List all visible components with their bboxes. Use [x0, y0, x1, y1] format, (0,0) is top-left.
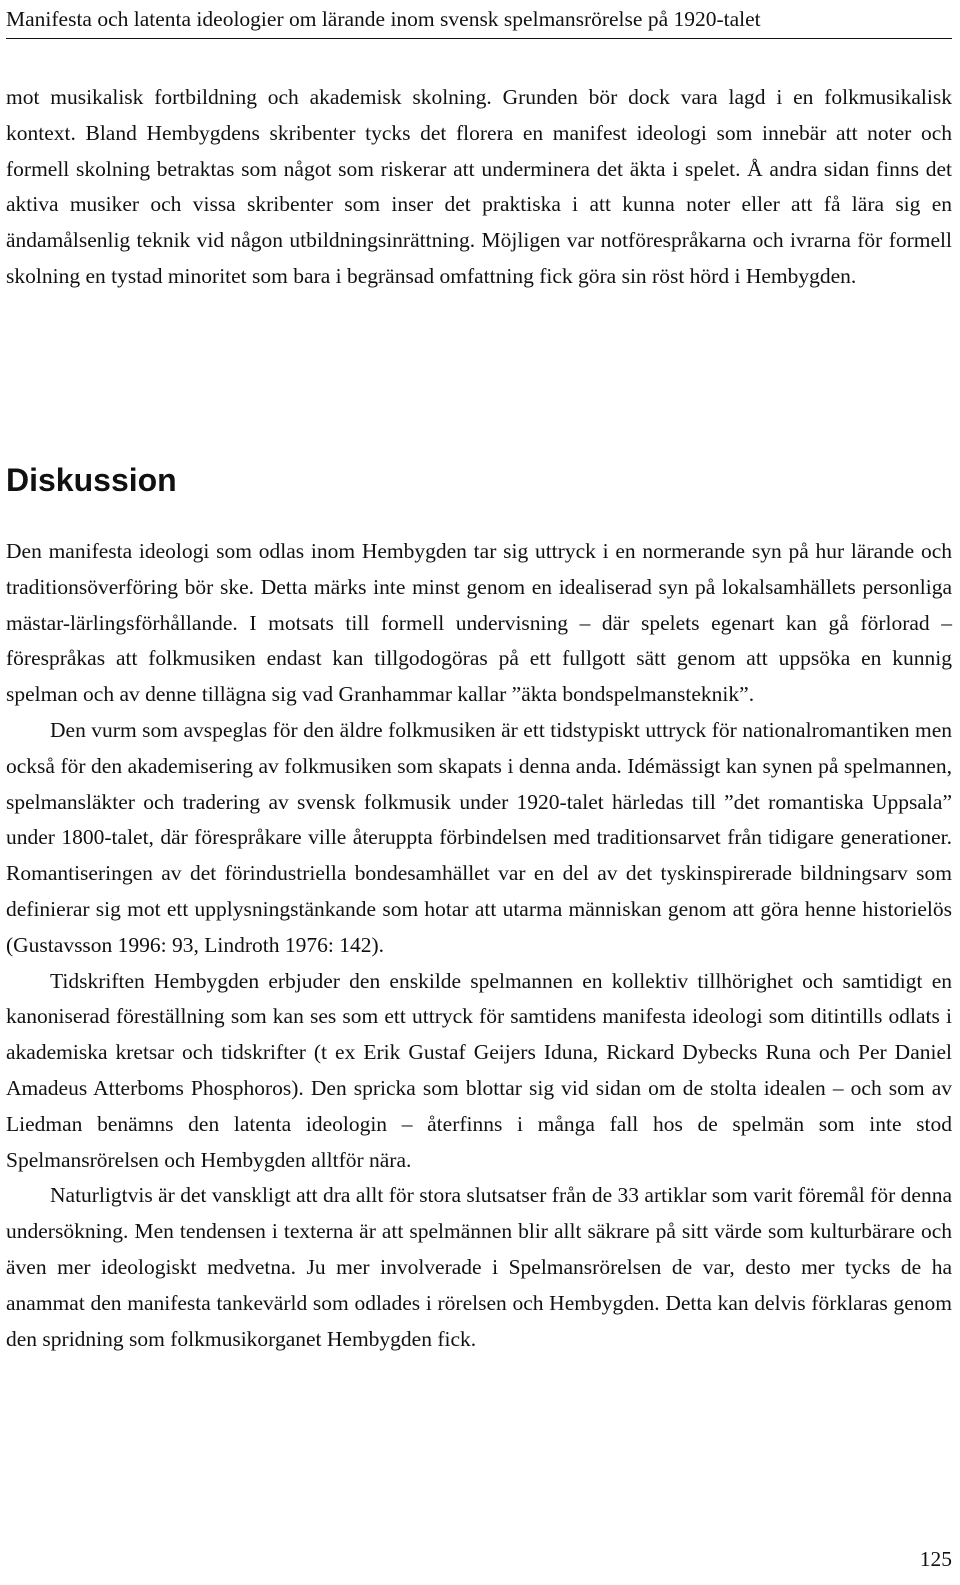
body-text-intro	[6, 80, 952, 295]
paragraph: Naturligtvis är det vanskligt att dra allt för stora slutsatser från de 33 artiklar som varit föremål för denna undersökning. Men tendensen i texterna är att spelmännen blir allt säkrare på sitt värde som kulturbärare och även mer ideologiskt medvetna. Ju mer involverade i Spelmansrörelsen de var, desto mer tycks de ha anammat den manifesta tankevärld som odlades i rörelsen och Hembygden. Detta kan delvis förklaras genom den spridning som folkmusikorganet Hembygden fick.	[6, 1183, 952, 1351]
page-number: 125	[919, 1547, 952, 1571]
body-text-discussion	[6, 534, 952, 1357]
paragraph: Den manifesta ideologi som odlas inom Hembygden tar sig uttryck i en normerande syn på hur lärande och traditionsöverföring bör ske. Detta märks inte minst genom en idealiserad syn på lokalsamhällets personliga mästar-lärlingsförhållande. I motsats till formell undervisning – där spelets egenart kan gå förlorad – förespråkas att folkmusiken endast kan tillgodogöras på ett fullgott sätt genom att uppsöka en kunnig spelman och av denne tillägna sig vad Granhammar kallar ”äkta bondspelmansteknik”.	[6, 539, 952, 707]
section-heading: Diskussion	[6, 462, 177, 498]
document-page	[6, 0, 952, 1585]
paragraph: Tidskriften Hembygden erbjuder den enskilde spelmannen en kollektiv tillhörighet och samtidigt en kanoniserad föreställning som kan ses som ett uttryck för samtidens manifesta ideologi som ditintills odlats i akademiska kretsar och tidskrifter (t ex Erik Gustaf Geijers Iduna, Rickard Dybecks Runa och Per Daniel Amadeus Atterboms Phosphoros). Den spricka som blottar sig vid sidan om de stolta idealen – och som av Liedman benämns den latenta ideologin – återfinns i många fall hos de spelmän som inte stod Spelmansrörelsen och Hembygden alltför nära.	[6, 968, 952, 1172]
paragraph: Den vurm som avspeglas för den äldre folkmusiken är ett tidstypiskt uttryck för nationalromantiken men också för den akademisering av folkmusiken som skapats i denna anda. Idémässigt kan synen på spelmannen, spelmansläkter och tradering av svensk folkmusik under 1920-talet härledas till ”det romantiska Uppsala” under 1800-talet, där förespråkare ville återuppta förbindelsen med traditionsarvet från tidigare generationer. Romantiseringen av det förindustriella bondesamhället var en del av det tyskinspirerade bildningsarv som definierar sig mot ett upplysningstänkande som hotar att utarma människan genom att göra henne historielös (Gustavsson 1996: 93, Lindroth 1976: 142).	[6, 717, 952, 957]
running-header: Manifesta och latenta ideologier om lärande inom svensk spelmansrörelse på 1920-talet	[6, 2, 952, 39]
intro-paragraph: mot musikalisk fortbildning och akademisk skolning. Grunden bör dock vara lagd i en folkmusikalisk kontext. Bland Hembygdens skribenter tycks det florera en manifest ideologi som innebär att noter och formell skolning betraktas som något som riskerar att underminera det äkta i spelet. Å andra sidan finns det aktiva musiker och vissa skribenter som inser det praktiska i att kunna noter eller att få lära sig en ändamålsenlig teknik vid någon utbildningsinrättning. Möjligen var notförespråkarna och ivrarna för formell skolning en tystad minoritet som bara i begränsad omfattning fick göra sin röst hörd i Hembygden.	[6, 85, 952, 288]
